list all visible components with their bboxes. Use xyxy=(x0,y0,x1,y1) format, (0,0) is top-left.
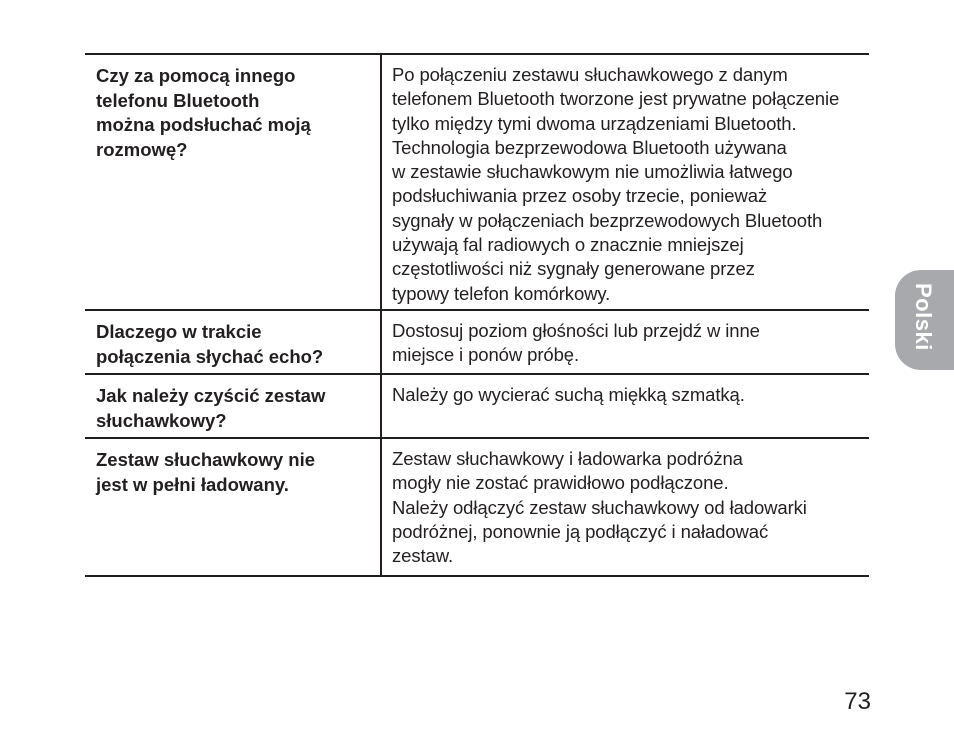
question-cell xyxy=(85,438,381,576)
question-text: Jak należy czyścić zestaw słuchawkowy? xyxy=(96,385,326,431)
faq-row xyxy=(85,438,869,576)
answer-cell xyxy=(381,310,869,374)
question-text: Dlaczego w trakcie połączenia słychać echo? xyxy=(96,321,324,367)
faq-row xyxy=(85,54,869,310)
answer-cell xyxy=(381,438,869,576)
answer-text: Dostosuj poziom głośności lub przejdź w inne miejsce i ponów próbę. xyxy=(392,320,760,366)
faq-row xyxy=(85,310,869,374)
question-cell xyxy=(85,310,381,374)
faq-table xyxy=(85,53,869,577)
page-number: 73 xyxy=(844,688,871,715)
language-tab-label: Polski xyxy=(911,283,936,351)
answer-text: Zestaw słuchawkowy i ładowarka podróżna mogły nie zostać prawidłowo podłączone. Należy odłączyć zestaw słuchawkowy od ładowarki podróżnej, ponownie ją podłączyć i naładować zestaw. xyxy=(392,448,807,567)
question-text: Zestaw słuchawkowy nie jest w pełni ładowany. xyxy=(96,449,315,495)
answer-cell xyxy=(381,374,869,438)
question-cell xyxy=(85,54,381,310)
answer-text: Należy go wycierać suchą miękką szmatką. xyxy=(392,384,745,405)
answer-cell xyxy=(381,54,869,310)
question-text: Czy za pomocą innego telefonu Bluetooth można podsłuchać moją rozmowę? xyxy=(96,65,311,160)
question-cell xyxy=(85,374,381,438)
faq-row xyxy=(85,374,869,438)
answer-text: Po połączeniu zestawu słuchawkowego z danym telefonem Bluetooth tworzone jest prywatne połączenie tylko między tymi dwoma urządzeniami Bluetooth. Technologia bezprzewodowa Bluetooth używana w zestawie słuchawkowym nie umożliwia łatwego podsłuchiwania przez osoby trzecie, ponieważ sygnały w połączeniach bezprzewodowych Bluetooth używają fal radiowych o znacznie mniejszej częstotliwości niż sygnały generowane przez typowy telefon komórkowy. xyxy=(392,64,840,304)
